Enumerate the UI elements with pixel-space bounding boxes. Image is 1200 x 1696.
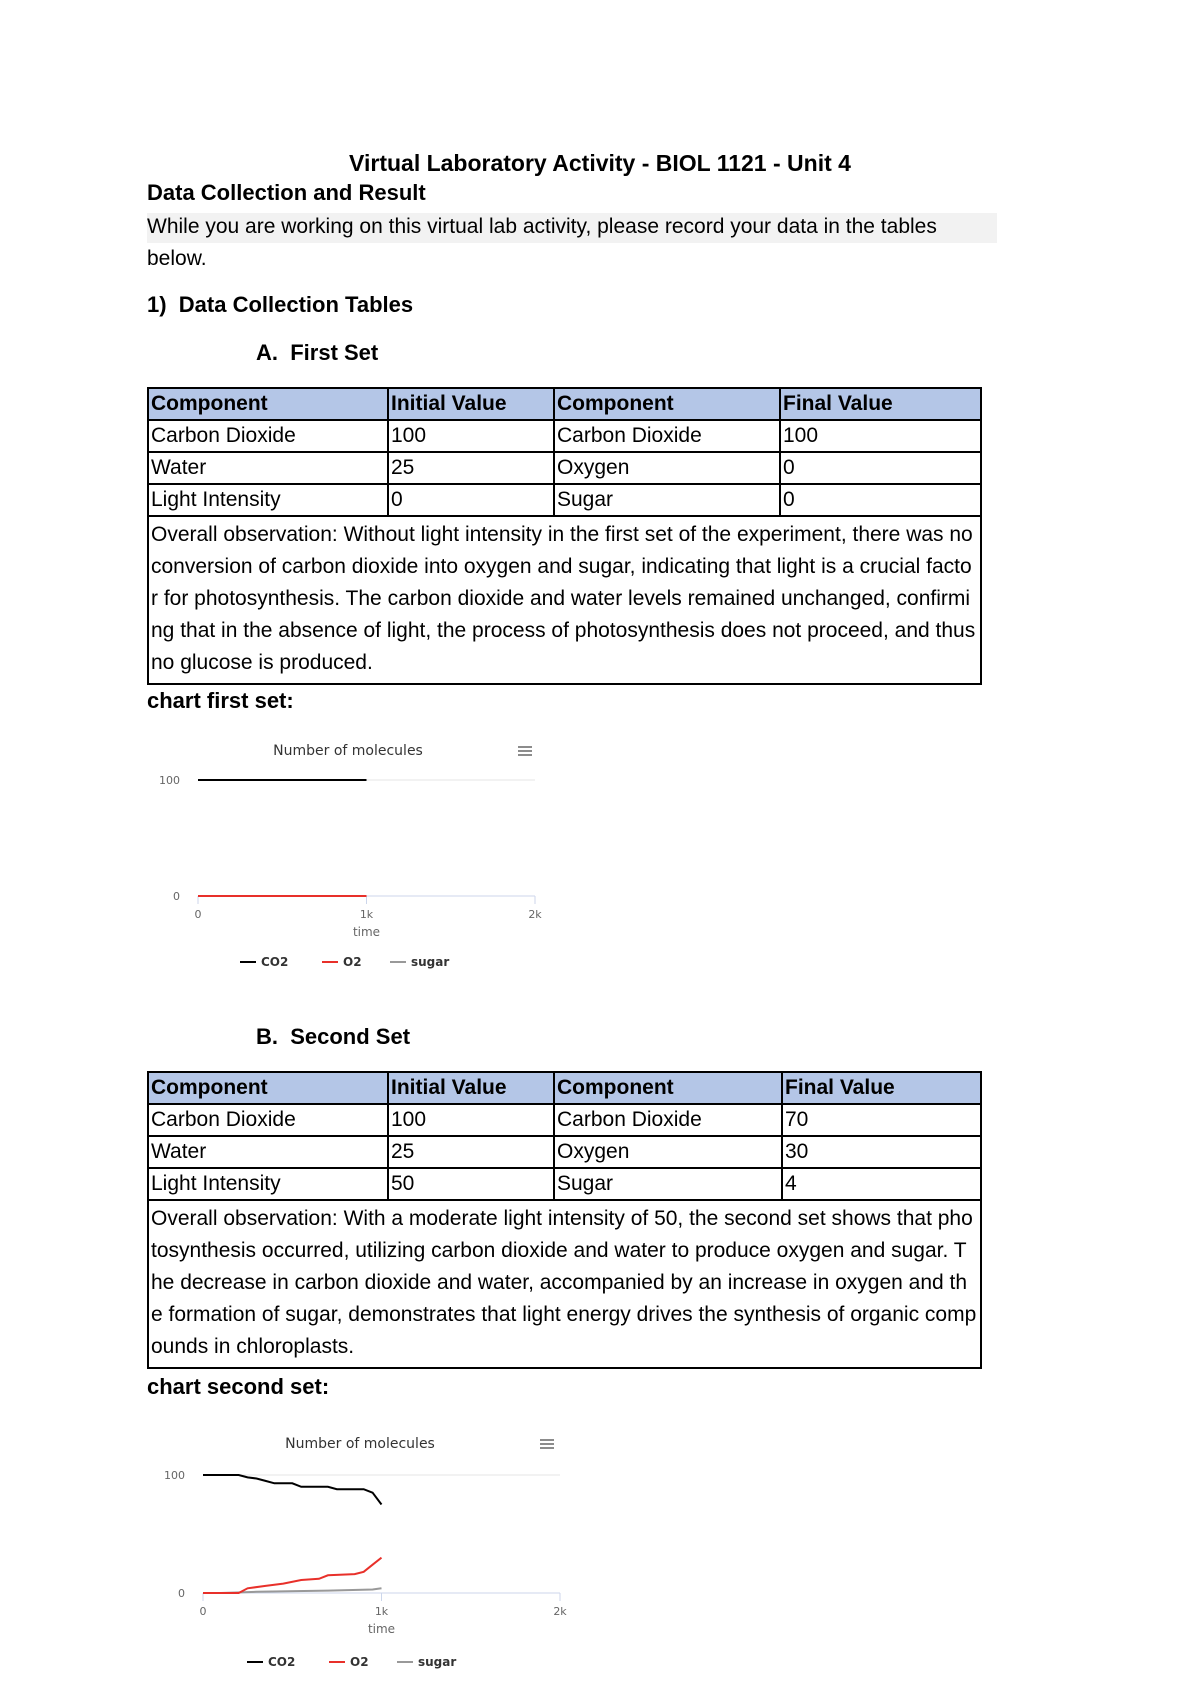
legend-label: O2 [350,1655,369,1669]
header-cell: Final Value [780,388,981,420]
set-b-heading: B. Second Set [256,1024,411,1049]
y-tick-label: 0 [178,1587,185,1600]
observation-cell: Overall observation: With a moderate light intensity of 50, the second set shows that photosynthesis occurred, utilizing carbon dioxide and water to produce oxygen and sugar. The decrease in carbon dioxide and water, accompanied by an increase in oxygen and the formation of sugar, demonstrates that light energy drives the synthesis of organic compounds in chloroplasts. [148,1200,981,1368]
header-cell: Component [148,388,388,420]
x-tick-label: 2k [528,908,542,921]
observation-row [148,1200,981,1368]
table-header-row [148,388,981,420]
x-axis-label: time [367,1622,396,1636]
y-tick-label: 100 [159,774,180,787]
table-cell: Light Intensity [148,484,388,516]
table-row [148,452,981,484]
x-tick-label: 0 [194,908,202,921]
header-cell: Final Value [782,1072,981,1104]
section-heading: Data Collection and Result [147,180,426,205]
table-cell: 0 [780,484,981,516]
table-cell: Sugar [554,1168,782,1200]
y-tick-label: 100 [164,1469,185,1482]
chart-title: Number of molecules [285,1436,435,1452]
x-tick-label: 1k [374,1605,389,1618]
chart-first-set-label: chart first set: [147,688,294,713]
table-row [148,1168,981,1200]
table-cell: 25 [388,452,554,484]
table-cell: 30 [782,1136,981,1168]
intro-line-1: While you are working on this virtual lab activity, please record your data in the tables [147,215,937,238]
header-cell: Initial Value [388,1072,554,1104]
table-cell: 0 [780,452,981,484]
series-line-co2 [203,1475,382,1505]
x-tick-label: 1k [359,908,374,921]
y-tick-label: 0 [173,890,180,903]
header-cell: Component [554,1072,782,1104]
x-tick-label: 2k [553,1605,567,1618]
set-a-heading: A. First Set [256,340,379,365]
table-row [148,484,981,516]
table-cell: Light Intensity [148,1168,388,1200]
table-row [148,1104,981,1136]
table-row [148,1136,981,1168]
legend-label: CO2 [268,1655,296,1669]
legend-label: sugar [418,1655,457,1669]
table-cell: 0 [388,484,554,516]
table-cell: Oxygen [554,452,780,484]
page-title: Virtual Laboratory Activity - BIOL 1121 - Unit 4 [349,150,851,176]
table-cell: 50 [388,1168,554,1200]
table-cell: 100 [780,420,981,452]
header-cell: Initial Value [388,388,554,420]
table-cell: 25 [388,1136,554,1168]
table-header-row [148,1072,981,1104]
x-tick-label: 0 [199,1605,207,1618]
table-cell: Carbon Dioxide [554,1104,782,1136]
table-cell: Sugar [554,484,780,516]
first-set-chart [150,730,560,980]
table-cell: 4 [782,1168,981,1200]
header-cell: Component [554,388,780,420]
table-row [148,420,981,452]
header-cell: Component [148,1072,388,1104]
hamburger-menu-icon[interactable] [518,747,532,755]
second-set-table [147,1071,982,1369]
table-cell: 70 [782,1104,981,1136]
x-axis-label: time [352,925,381,939]
table-cell: 100 [388,420,554,452]
legend-label: sugar [411,955,450,969]
legend-label: O2 [343,955,362,969]
subsection-heading: 1) Data Collection Tables [147,292,414,317]
observation-cell: Overall observation: Without light intensity in the first set of the experiment, there was no conversion of carbon dioxide into oxygen and sugar, indicating that light is a crucial factor for photosynthesis. The carbon dioxide and water levels remained unchanged, confirming that in the absence of light, the process of photosynthesis does not proceed, and thus no glucose is produced. [148,516,981,684]
table-cell: Carbon Dioxide [148,420,388,452]
second-set-chart [155,1420,575,1680]
series-line-o2 [203,1558,382,1593]
table-cell: Carbon Dioxide [148,1104,388,1136]
intro-line-2: below. [147,247,207,270]
table-cell: Carbon Dioxide [554,420,780,452]
observation-row [148,516,981,684]
first-set-table [147,387,982,685]
legend-label: CO2 [261,955,289,969]
table-cell: Water [148,1136,388,1168]
table-cell: Water [148,452,388,484]
hamburger-menu-icon[interactable] [540,1440,554,1448]
chart-title: Number of molecules [273,743,423,759]
table-cell: Oxygen [554,1136,782,1168]
chart-second-set-label: chart second set: [147,1374,330,1399]
table-cell: 100 [388,1104,554,1136]
